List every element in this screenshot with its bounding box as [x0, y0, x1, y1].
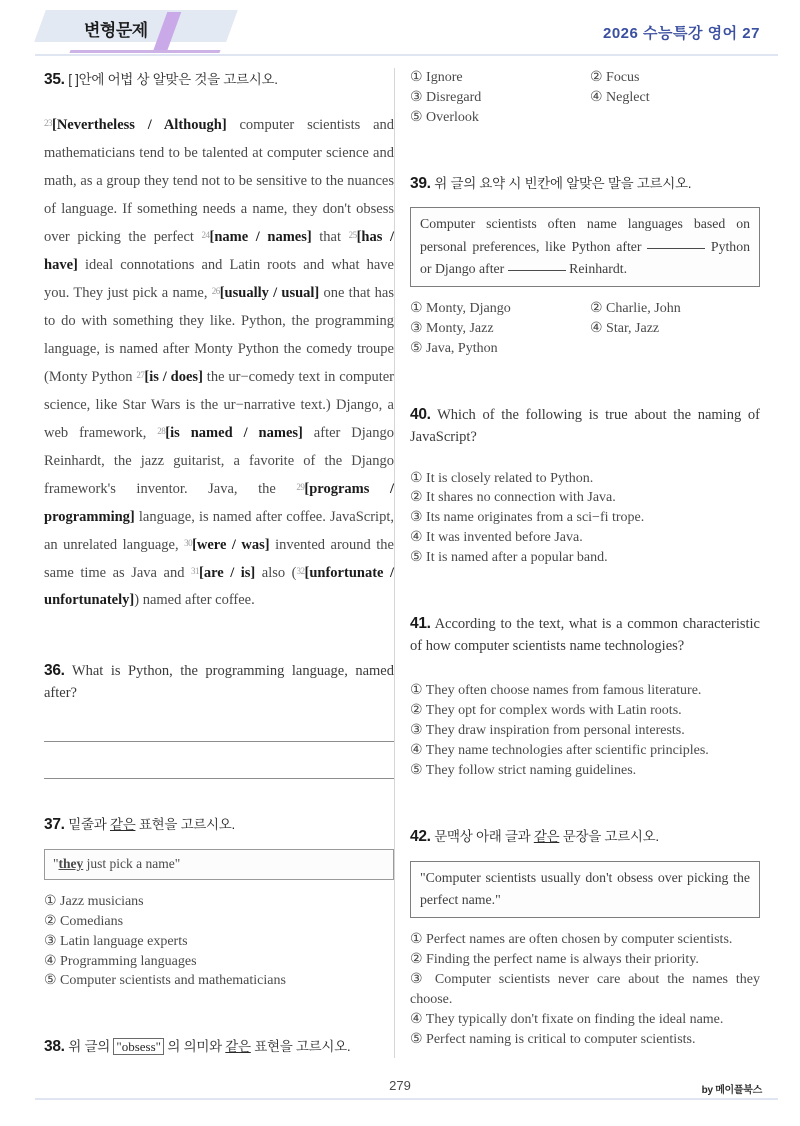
- summary-text-1: Computer scientists often name languages based on personal preferences, like Python after: [420, 216, 750, 254]
- content-columns: [0, 68, 800, 1068]
- question-35-prompt: [ ]안에 어법 상 알맞은 것을 고르시오.: [68, 72, 278, 87]
- option-item[interactable]: ③ Monty, Jazz: [410, 321, 494, 337]
- option-item[interactable]: ② Finding the perfect name is always their priority.: [410, 952, 699, 968]
- question-42-prompt-pre: 문맥상 아래 글과: [434, 828, 534, 844]
- question-40-number: 40.: [410, 406, 431, 424]
- passage-text-3: ideal connotations and Latin roots and what have you. They just pick a name,: [44, 256, 394, 301]
- tag-underline-shape: [69, 50, 220, 53]
- section-tag-label: 변형문제: [84, 21, 148, 40]
- passage-marker-23: 23: [44, 117, 52, 128]
- passage-marker-28: 28: [157, 425, 166, 436]
- question-36-heading: [44, 659, 394, 705]
- header-book-title: 2026 수능특강 영어 27: [603, 25, 760, 42]
- question-41-prompt: According to the text, what is a common characteristic of how computer scientists name technologies?: [410, 615, 760, 654]
- question-38-boxed-word: "obsess": [113, 1038, 164, 1055]
- section-tag: [40, 10, 240, 46]
- question-37-options: [44, 892, 394, 991]
- question-40-options: [410, 469, 760, 568]
- quote-remainder: just pick a name": [83, 855, 181, 871]
- question-38-number: 38.: [44, 1038, 65, 1056]
- passage-marker-29: 29: [296, 481, 305, 492]
- passage-choice-27: [is / does]: [144, 368, 203, 385]
- passage-marker-25: 25: [348, 229, 357, 240]
- question-38-prompt-pre: 위 글의: [68, 1039, 114, 1055]
- option-item[interactable]: ④ Neglect: [590, 89, 650, 105]
- answer-line-1[interactable]: [44, 741, 394, 742]
- header-divider: [35, 54, 778, 56]
- passage-marker-30: 30: [184, 537, 193, 548]
- option-item[interactable]: ⑤ They follow strict naming guidelines.: [410, 762, 637, 778]
- option-item[interactable]: ② Charlie, John: [590, 301, 681, 317]
- question-35-heading: [44, 68, 394, 92]
- passage-text-4: one that has to do with something they like. Python, the programming language, is named after Monty Python the comedy troupe (Monty Python: [44, 284, 394, 385]
- question-37-prompt-pre: 밑줄과: [68, 816, 110, 832]
- option-item[interactable]: ③ They draw inspiration from personal interests.: [410, 723, 685, 739]
- question-42-options: [410, 930, 760, 1049]
- publisher-brand: by 메이플북스: [701, 1085, 762, 1096]
- question-36-number: 36.: [44, 662, 65, 680]
- quote-underlined-word: they: [58, 855, 84, 871]
- question-38-heading: [44, 1035, 394, 1059]
- passage-choice-25: [has / have]: [44, 228, 394, 273]
- passage-marker-32: 32: [296, 565, 305, 576]
- question-39-summary-box: [410, 207, 760, 287]
- question-42-prompt-underlined: 같은: [533, 828, 560, 844]
- quote-open-mark: ": [53, 855, 59, 871]
- question-42-heading: [410, 825, 760, 849]
- option-item[interactable]: ④ Programming languages: [44, 953, 197, 969]
- passage-choice-29: [programs / programming]: [44, 480, 394, 525]
- passage-text-5: the ur−comedy text in computer science, like Star Wars is the ur−narrative text.) Django, a web framework,: [44, 368, 395, 441]
- summary-blank-1[interactable]: [647, 248, 705, 249]
- passage-text-6: after Django Reinhardt, the jazz guitarist, a favorite of the Django framework's inventor. Java, the: [44, 424, 394, 497]
- reading-passage: [44, 112, 394, 616]
- option-item[interactable]: ① Jazz musicians: [44, 893, 144, 909]
- summary-text-3: Reinhardt.: [565, 261, 628, 277]
- passage-marker-24: 24: [201, 229, 210, 240]
- passage-choice-32: [unfortunate / unfortunately]: [44, 564, 395, 609]
- passage-marker-31: 31: [190, 565, 199, 576]
- question-38-prompt-underlined: 같은: [225, 1039, 251, 1055]
- summary-blank-2[interactable]: [508, 270, 566, 271]
- question-41-options: [410, 681, 760, 780]
- option-item[interactable]: ⑤ Computer scientists and mathematicians: [44, 973, 286, 989]
- page-number: 279: [389, 1078, 411, 1093]
- option-item[interactable]: ① Ignore: [410, 70, 463, 85]
- question-39-options: [410, 299, 760, 359]
- passage-choice-30: [were / was]: [192, 536, 270, 553]
- question-41-heading: [410, 612, 760, 658]
- option-item[interactable]: ② Focus: [590, 70, 640, 85]
- passage-marker-26: 26: [211, 285, 220, 296]
- question-35-number: 35.: [44, 71, 65, 88]
- question-37-prompt-underlined: 같은: [109, 816, 136, 832]
- passage-text-10: ) named after coffee.: [134, 592, 255, 609]
- option-item[interactable]: ⑤ Java, Python: [410, 341, 498, 357]
- summary-text-2: Python or Django after: [420, 238, 750, 277]
- option-item[interactable]: ④ It was invented before Java.: [410, 530, 583, 546]
- passage-choice-23: [Nevertheless / Although]: [52, 116, 227, 133]
- passage-choice-31: [are / is]: [198, 564, 256, 581]
- option-item[interactable]: ④ They name technologies after scientific principles.: [410, 743, 709, 759]
- right-column: [410, 68, 760, 1049]
- question-42-prompt-post: 문장을 고르시오.: [559, 828, 659, 844]
- passage-text-1: computer scientists and mathematicians tend to be talented at computer science and math, as a group they tend not to be sensitive to the nuances of language. If something needs a name, they don't obsess over picking the perfect: [44, 116, 395, 245]
- footer-divider: [35, 1098, 778, 1100]
- option-item[interactable]: ⑤ Perfect naming is critical to computer scientists.: [410, 1031, 696, 1047]
- question-38-prompt-post: 표현을 고르시오.: [250, 1039, 351, 1055]
- question-39-number: 39.: [410, 174, 431, 192]
- question-36-prompt: What is Python, the programming language, named after?: [44, 663, 394, 702]
- passage-choice-28: [is named / names]: [165, 424, 303, 441]
- left-column: [44, 68, 394, 1063]
- question-39-heading: [410, 172, 760, 196]
- question-42-number: 42.: [410, 827, 431, 845]
- question-38-options: [410, 68, 760, 128]
- page-footer: [0, 1068, 800, 1126]
- question-40-prompt: Which of the following is true about the naming of JavaScript?: [410, 407, 760, 445]
- passage-text-8: invented around the same time as Java and: [44, 536, 394, 581]
- question-42-quote-box: "Computer scientists usually don't obsess over picking the perfect name.": [410, 861, 760, 919]
- option-item[interactable]: ③ Computer scientists never care about the names they choose.: [410, 971, 760, 1007]
- passage-text-9: also (: [255, 564, 297, 581]
- option-item[interactable]: ⑤ It is named after a popular band.: [410, 550, 608, 566]
- column-divider: [394, 68, 395, 1058]
- passage-choice-24: [name / names]: [209, 228, 312, 245]
- option-item[interactable]: ② They opt for complex words with Latin roots.: [410, 703, 682, 719]
- question-39-prompt: 위 글의 요약 시 빈칸에 알맞은 말을 고르시오.: [434, 175, 692, 191]
- question-41-number: 41.: [410, 614, 431, 632]
- question-37-heading: [44, 813, 394, 837]
- option-item[interactable]: ③ Disregard: [410, 89, 482, 105]
- option-item[interactable]: ① Perfect names are often chosen by computer scientists.: [410, 932, 733, 948]
- option-item[interactable]: ② It shares no connection with Java.: [410, 490, 616, 506]
- page-header: [0, 0, 800, 56]
- passage-choice-26: [usually / usual]: [219, 284, 320, 301]
- option-item[interactable]: ① Monty, Django: [410, 301, 511, 317]
- question-37-quote-box: [44, 849, 394, 880]
- option-item[interactable]: ③ Latin language experts: [44, 933, 188, 949]
- option-item[interactable]: ③ Its name originates from a sci−fi trope.: [410, 510, 645, 526]
- option-item[interactable]: ① It is closely related to Python.: [410, 470, 594, 486]
- option-item[interactable]: ② Comedians: [44, 913, 124, 929]
- question-40-heading: [410, 403, 760, 449]
- option-item[interactable]: ① They often choose names from famous literature.: [410, 683, 702, 699]
- passage-marker-27: 27: [136, 369, 145, 380]
- question-37-prompt-post: 표현을 고르시오.: [135, 816, 235, 832]
- option-item[interactable]: ④ Star, Jazz: [590, 321, 660, 337]
- passage-text-7: language, is named after coffee. JavaScript, an unrelated language,: [44, 508, 394, 553]
- question-37-number: 37.: [44, 815, 65, 833]
- option-item[interactable]: ⑤ Overlook: [410, 109, 479, 125]
- passage-text-2: that: [311, 228, 349, 245]
- question-38-prompt-mid: 의 의미와: [163, 1039, 226, 1055]
- option-item[interactable]: ④ They typically don't fixate on finding the ideal name.: [410, 1011, 724, 1027]
